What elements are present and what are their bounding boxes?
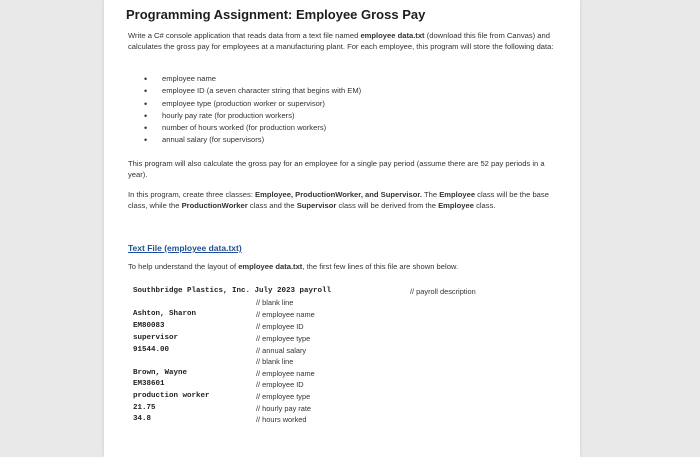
text-file-section-heading[interactable]: Text File (employee data.txt) <box>128 243 242 253</box>
page-title: Programming Assignment: Employee Gross Pay <box>126 7 426 22</box>
list-item: • employee name <box>144 73 361 85</box>
file-line-comment: // employee ID <box>256 380 304 389</box>
file-line-code: production worker <box>133 392 210 400</box>
file-line-code: EM38601 <box>133 380 165 388</box>
class-employee: Employee <box>439 190 476 199</box>
class-production-worker: ProductionWorker <box>181 200 248 210</box>
file-line-comment: // employee name <box>256 310 315 319</box>
classes-text-4: class and the <box>247 200 297 210</box>
file-line-code: Ashton, Sharon <box>133 310 197 318</box>
list-item: • hourly pay rate (for production workers) <box>144 110 361 122</box>
file-line-comment: // hours worked <box>256 415 307 424</box>
classes-text-3: class will be the base class, while the <box>128 190 549 210</box>
list-item: • employee type (production worker or supervisor) <box>144 98 361 110</box>
classes-list: Employee, ProductionWorker, and Supervisor. <box>255 190 423 199</box>
classes-text-2: The <box>422 190 440 199</box>
layout-paragraph <box>128 262 558 273</box>
file-line-comment: // hourly pay rate <box>256 404 312 413</box>
intro-text-2: (download this file from Canvas) and calculates the gross pay for employees at a manufacturing plant. For each employee, this program will store the following data: <box>128 31 554 51</box>
file-line-code: Southbridge Plastics, Inc. July 2023 payroll <box>133 287 332 295</box>
intro-text-1: Write a C# console application that reads data from a text file named <box>128 31 361 40</box>
file-line-code: Brown, Wayne <box>133 369 188 377</box>
file-line-comment: // employee ID <box>256 322 304 331</box>
file-line-comment: // employee type <box>256 392 311 401</box>
layout-text-1: To help understand the layout of <box>128 262 239 271</box>
class-supervisor: Supervisor <box>296 200 337 210</box>
classes-text-6: class. <box>473 200 496 210</box>
list-item: • employee ID (a seven character string that begins with EM) <box>144 85 361 97</box>
list-item: • annual salary (for supervisors) <box>144 134 361 146</box>
classes-text-1: In this program, create three classes: <box>128 190 256 199</box>
employee-data-list <box>144 73 361 147</box>
classes-text-5: class will be derived from the <box>336 200 439 210</box>
class-employee-2: Employee <box>438 200 474 210</box>
document-page <box>104 0 580 457</box>
list-item: • number of hours worked (for production workers) <box>144 122 361 134</box>
intro-filename: employee data.txt <box>360 31 425 40</box>
classes-paragraph <box>128 190 558 211</box>
intro-paragraph <box>128 31 558 52</box>
file-line-code: supervisor <box>133 334 179 342</box>
file-line-comment: // employee name <box>256 369 315 378</box>
file-line-code: 91544.00 <box>133 346 170 354</box>
file-line-code: 21.75 <box>133 404 156 412</box>
file-line-comment: // employee type <box>256 334 311 343</box>
file-line-comment: // blank line <box>256 298 294 307</box>
gross-pay-paragraph: This program will also calculate the gross pay for an employee for a single pay period (assume there are 52 pay periods in a year). <box>128 159 545 179</box>
file-line-comment: // payroll description <box>410 287 476 296</box>
file-line-comment: // annual salary <box>256 346 307 355</box>
file-line-comment: // blank line <box>256 357 294 366</box>
layout-filename: employee data.txt <box>238 262 303 271</box>
file-line-code: EM80083 <box>133 322 165 330</box>
file-line-code: 34.8 <box>133 415 152 423</box>
layout-text-2: , the first few lines of this file are shown below. <box>302 262 459 271</box>
